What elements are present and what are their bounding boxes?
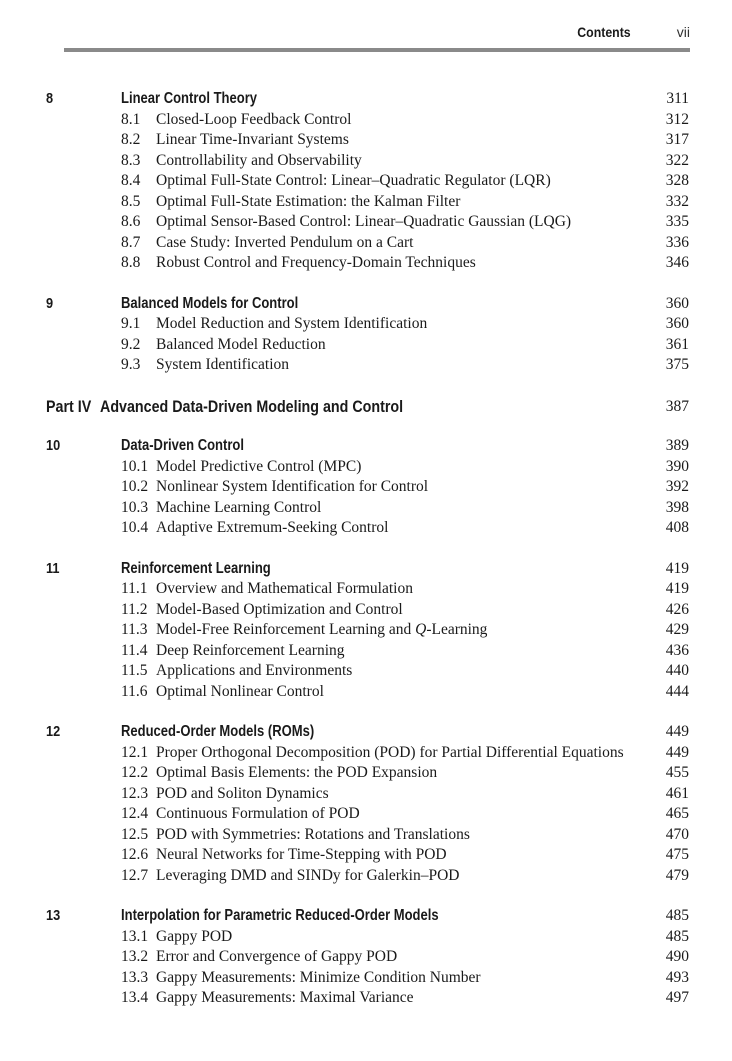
section-number: 9.1 [121,315,141,332]
section-title: Deep Reinforcement Learning [156,641,345,659]
section-number: 11.4 [121,641,148,659]
section-title: Model-Free Reinforcement Learning and Q-Learning [156,621,488,638]
chapter-number: 10 [46,437,61,454]
section-entry[interactable] [0,600,732,620]
section-number: 8.5 [121,192,141,210]
section-page-number: 465 [665,805,689,822]
section-title: Model Reduction and System Identification [156,315,428,332]
section-entry[interactable] [0,804,732,824]
section-number: 8.6 [121,213,141,230]
section-page-number: 360 [665,315,689,332]
section-title: POD and Soliton Dynamics [156,784,329,802]
section-number: 13.2 [121,948,149,965]
section-number: 12.7 [121,866,149,884]
section-entry[interactable] [0,682,732,702]
section-page-number: 475 [665,846,689,863]
section-title: Nonlinear System Identification for Control [156,478,429,495]
section-title: Optimal Basis Elements: the POD Expansion [156,764,438,781]
section-entry[interactable] [0,968,732,988]
section-number: 12.4 [121,805,149,822]
section-entry[interactable] [0,171,732,191]
section-title: System Identification [156,356,290,373]
chapter-number: 12 [46,723,61,740]
section-entry[interactable] [0,335,732,355]
section-page-number: 336 [665,233,689,251]
section-title: Machine Learning Control [156,498,322,516]
chapter-page-number: 485 [665,907,689,924]
section-title: Case Study: Inverted Pendulum on a Cart [156,233,414,251]
section-entry[interactable] [0,620,732,640]
section-page-number: 312 [665,110,689,128]
section-title: Neural Networks for Time-Stepping with POD [156,846,447,863]
section-entry[interactable] [0,988,732,1008]
part-page-number: 387 [665,397,689,415]
section-entry[interactable] [0,825,732,845]
section-page-number: 444 [665,682,689,700]
chapter-page-number: 419 [665,559,689,577]
section-entry[interactable] [0,947,732,967]
section-number: 8.8 [121,254,141,271]
section-title: POD with Symmetries: Rotations and Translations [156,825,470,843]
section-title: Gappy Measurements: Maximal Variance [156,989,414,1006]
section-entry[interactable] [0,579,732,599]
section-entry[interactable] [0,661,732,681]
chapter-page-number: 360 [665,294,689,312]
chapter-entry[interactable] [0,294,732,314]
chapter-page-number: 389 [665,437,689,454]
section-number: 8.3 [121,151,141,169]
section-entry[interactable] [0,763,732,783]
section-page-number: 361 [665,335,689,353]
section-entry[interactable] [0,845,732,865]
section-title: Continuous Formulation of POD [156,805,360,822]
section-page-number: 408 [665,519,689,536]
part-title: Advanced Data-Driven Modeling and Control [100,396,404,416]
section-number: 10.2 [121,478,149,495]
section-page-number: 317 [665,131,689,148]
section-page-number: 497 [665,989,689,1006]
chapter-title: Linear Control Theory [121,90,258,107]
section-number: 12.5 [121,825,149,843]
section-page-number: 449 [665,743,689,761]
section-title: Linear Time-Invariant Systems [156,131,349,148]
section-number: 10.4 [121,519,149,536]
section-number: 11.5 [121,662,148,679]
section-page-number: 470 [665,825,689,843]
section-entry[interactable] [0,457,732,477]
chapter-title: Data-Driven Control [121,437,244,454]
section-number: 13.3 [121,968,149,986]
section-entry[interactable] [0,151,732,171]
section-title: Error and Convergence of Gappy POD [156,948,398,965]
section-number: 11.2 [121,600,148,618]
section-page-number: 490 [665,948,689,965]
section-title: Gappy POD [156,927,233,945]
section-entry[interactable] [0,355,732,375]
section-title: Robust Control and Frequency-Domain Techniques [156,254,476,271]
section-title: Optimal Full-State Control: Linear–Quadratic Regulator (LQR) [156,172,551,189]
section-number: 12.3 [121,784,149,802]
section-number: 12.6 [121,846,149,863]
chapter-entry[interactable] [0,559,732,579]
section-entry[interactable] [0,233,732,253]
part-heading[interactable] [0,397,732,417]
section-title: Adaptive Extremum-Seeking Control [156,519,389,536]
section-entry[interactable] [0,866,732,886]
section-title: Optimal Sensor-Based Control: Linear–Quadratic Gaussian (LQG) [156,213,572,230]
chapter-entry[interactable] [0,722,732,742]
section-entry[interactable] [0,477,732,497]
section-entry[interactable] [0,212,732,232]
section-title: Controllability and Observability [156,151,362,169]
section-title: Model Predictive Control (MPC) [156,457,362,475]
chapter-entry[interactable] [0,906,732,926]
section-page-number: 419 [665,580,689,597]
section-page-number: 346 [665,254,689,271]
section-page-number: 390 [665,457,689,475]
section-entry[interactable] [0,743,732,763]
section-entry[interactable] [0,253,732,273]
section-page-number: 375 [665,356,689,373]
chapter-page-number: 311 [666,90,689,107]
chapter-entry[interactable] [0,89,732,109]
section-title: Overview and Mathematical Formulation [156,580,413,597]
section-page-number: 332 [665,192,689,210]
chapter-page-number: 449 [665,723,689,740]
chapter-title: Reduced-Order Models (ROMs) [121,723,315,740]
section-page-number: 322 [665,151,689,169]
section-number: 11.1 [121,580,148,597]
section-number: 9.2 [121,335,141,353]
section-entry[interactable] [0,927,732,947]
section-title: Proper Orthogonal Decomposition (POD) for Partial Differential Equations [156,743,624,761]
section-entry[interactable] [0,130,732,150]
section-page-number: 455 [665,764,689,781]
section-number: 11.6 [121,682,148,700]
section-entry[interactable] [0,518,732,538]
chapter-title: Interpolation for Parametric Reduced-Order Models [121,907,439,924]
section-page-number: 485 [665,927,689,945]
section-page-number: 398 [665,498,689,516]
part-label: Part IV [46,396,92,416]
section-page-number: 392 [665,478,689,495]
section-page-number: 429 [665,621,689,638]
section-number: 11.3 [121,621,148,638]
section-entry[interactable] [0,314,732,334]
section-number: 9.3 [121,356,141,373]
chapter-number: 13 [46,907,61,924]
section-title: Applications and Environments [156,662,353,679]
section-entry[interactable] [0,110,732,130]
section-entry[interactable] [0,641,732,661]
section-number: 12.1 [121,743,149,761]
section-number: 13.4 [121,989,149,1006]
section-page-number: 479 [665,866,689,884]
section-number: 10.3 [121,498,149,516]
section-entry[interactable] [0,498,732,518]
section-number: 12.2 [121,764,149,781]
section-page-number: 436 [665,641,689,659]
chapter-number: 8 [46,90,54,107]
chapter-number: 9 [46,294,54,312]
header-page-number: vii [676,24,690,40]
section-number: 10.1 [121,457,149,475]
section-page-number: 493 [665,968,689,986]
section-page-number: 426 [665,600,689,618]
section-entry[interactable] [0,192,732,212]
chapter-number: 11 [46,559,60,577]
section-title: Gappy Measurements: Minimize Condition Number [156,968,481,986]
section-page-number: 335 [665,213,689,230]
section-title: Model-Based Optimization and Control [156,600,403,618]
section-page-number: 440 [665,662,689,679]
section-number: 8.1 [121,110,141,128]
section-title: Leveraging DMD and SINDy for Galerkin–POD [156,866,460,884]
section-number: 8.7 [121,233,141,251]
chapter-entry[interactable] [0,436,732,456]
section-title: Optimal Full-State Estimation: the Kalman Filter [156,192,461,210]
chapter-title: Reinforcement Learning [121,559,271,577]
section-title: Closed-Loop Feedback Control [156,110,352,128]
section-entry[interactable] [0,784,732,804]
section-number: 8.4 [121,172,141,189]
header-title: Contents [577,24,631,40]
section-title: Balanced Model Reduction [156,335,326,353]
section-number: 8.2 [121,131,141,148]
section-title: Optimal Nonlinear Control [156,682,324,700]
section-page-number: 328 [665,172,689,189]
chapter-title: Balanced Models for Control [121,294,299,312]
section-page-number: 461 [665,784,689,802]
section-number: 13.1 [121,927,149,945]
